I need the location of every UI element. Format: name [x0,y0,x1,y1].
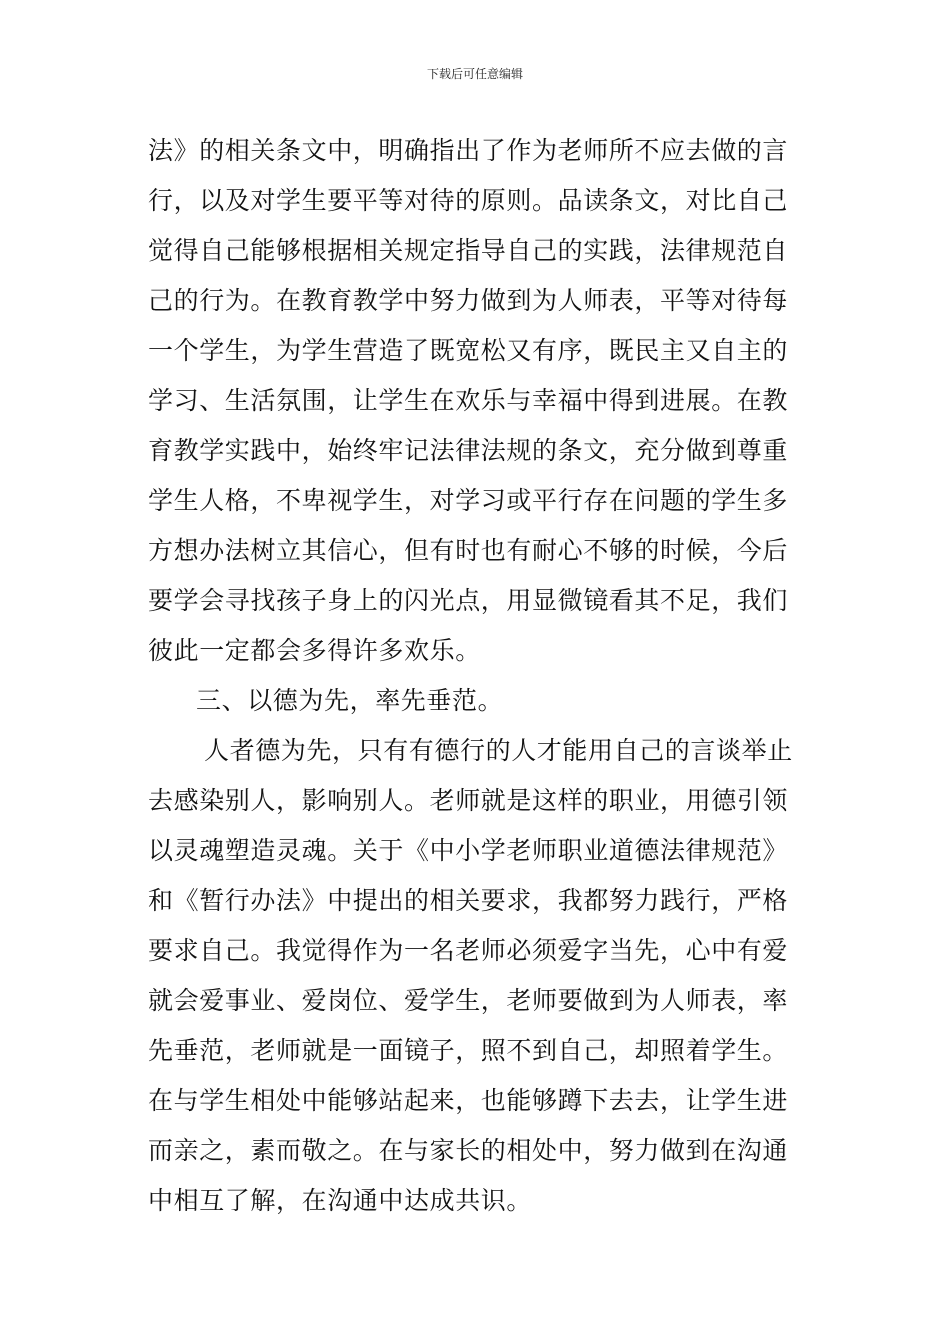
text-line: 方想办法树立其信心，但有时也有耐心不够的时候，今后 [148,536,789,565]
text-line: 觉得自己能够根据相关规定指导自己的实践，法律规范自 [148,236,789,265]
text-line: 要求自己。我觉得作为一名老师必须爱字当先，心中有爱 [148,936,789,965]
text-line: 己的行为。在教育教学中努力做到为人师表，平等对待每 [148,286,789,315]
text-line: 先垂范，老师就是一面镜子，照不到自己，却照着学生。 [148,1036,789,1065]
text-line: 和《暂行办法》中提出的相关要求，我都努力践行，严格 [148,886,789,915]
text-line: 学生人格，不卑视学生，对学习或平行存在问题的学生多 [148,486,789,515]
text-line: 要学会寻找孩子身上的闪光点，用显微镜看其不足，我们 [148,586,789,615]
text-line: 彼此一定都会多得许多欢乐。 [148,636,481,665]
text-line: 去感染别人，影响别人。老师就是这样的职业，用德引领 [148,786,789,815]
text-line: 人者德为先，只有有德行的人才能用自己的言谈举止 [204,736,793,765]
text-line: 以灵魂塑造灵魂。关于《中小学老师职业道德法律规范》 [148,836,789,865]
section-heading: 三、以德为先，率先垂范。 [196,686,504,715]
page-header: 下载后可任意编辑 [426,67,523,81]
document-body [148,126,806,1226]
text-line: 在与学生相处中能够站起来，也能够蹲下去去，让学生进 [148,1086,789,1115]
text-line: 育教学实践中，始终牢记法律法规的条文，充分做到尊重 [148,436,789,465]
text-line: 中相互了解，在沟通中达成共识。 [148,1186,533,1215]
text-line: 法》的相关条文中，明确指出了作为老师所不应去做的言 [148,136,789,165]
text-line: 学习、生活氛围，让学生在欢乐与幸福中得到进展。在教 [148,386,789,415]
text-line: 行，以及对学生要平等对待的原则。品读条文，对比自己 [148,186,789,215]
text-line: 就会爱事业、爱岗位、爱学生，老师要做到为人师表，率 [148,986,789,1015]
text-line: 一个学生，为学生营造了既宽松又有序，既民主又自主的 [148,336,789,365]
text-line: 而亲之，素而敬之。在与家长的相处中，努力做到在沟通 [148,1136,789,1165]
